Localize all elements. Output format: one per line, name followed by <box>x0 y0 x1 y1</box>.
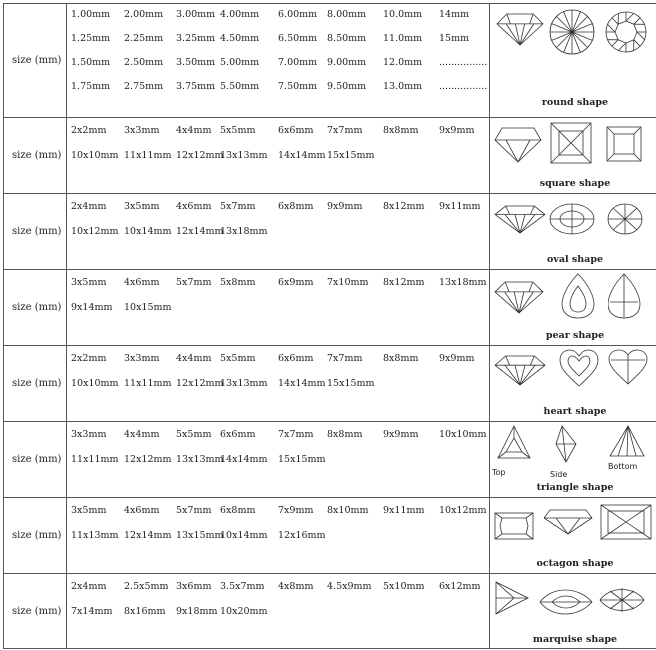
size-value: 1.00mm <box>71 9 111 20</box>
size-value: 11x13mm <box>71 530 119 541</box>
size-list <box>67 4 490 118</box>
size-value: 6.00mm <box>278 9 318 20</box>
size-label: size (mm) <box>4 498 67 574</box>
size-label: size (mm) <box>4 574 67 649</box>
size-value: 1.50mm <box>71 57 111 68</box>
size-value: 5x5mm <box>220 125 256 136</box>
shape-name: square shape <box>539 178 611 189</box>
size-label: size (mm) <box>4 194 67 270</box>
round-side-icon <box>496 12 546 50</box>
size-value: 4x6mm <box>124 505 160 516</box>
size-value: 8.50mm <box>327 33 367 44</box>
size-row <box>4 4 656 118</box>
shape-name: marquise shape <box>532 634 618 645</box>
size-value: 8x12mm <box>383 277 425 288</box>
size-value: 14mm <box>439 9 470 20</box>
size-value: 12x14mm <box>176 226 224 237</box>
size-label: size (mm) <box>4 346 67 422</box>
view-label: Side <box>550 470 568 479</box>
size-value: 4x6mm <box>124 277 160 288</box>
size-value: 12x12mm <box>176 378 224 389</box>
size-value: 15x15mm <box>327 378 375 389</box>
size-value: 10x12mm <box>439 505 487 516</box>
size-value: 9x18mm <box>176 606 218 617</box>
size-list <box>67 498 490 574</box>
size-value: 4x4mm <box>176 125 212 136</box>
size-list <box>67 346 490 422</box>
size-list <box>67 422 490 498</box>
size-value: 2.50mm <box>124 57 164 68</box>
size-value: 15x15mm <box>327 150 375 161</box>
size-value: 9x9mm <box>439 125 475 136</box>
size-value: 7x9mm <box>278 505 314 516</box>
size-value: 3.50mm <box>176 57 216 68</box>
size-value: 2.25mm <box>124 33 164 44</box>
heart-top-icon <box>558 348 600 388</box>
size-value: 8.00mm <box>327 9 367 20</box>
size-value: 1.75mm <box>71 81 111 92</box>
size-value: 9.00mm <box>327 57 367 68</box>
pear-side-icon <box>494 280 546 316</box>
marquise-side-icon <box>494 580 530 616</box>
size-value: 5x7mm <box>176 505 212 516</box>
size-value: 4x6mm <box>176 201 212 212</box>
size-value: 6x8mm <box>220 505 256 516</box>
size-value: 2.00mm <box>124 9 164 20</box>
size-label: size (mm) <box>4 422 67 498</box>
shape-illustration <box>490 422 656 498</box>
shape-illustration <box>490 270 656 346</box>
size-label: size (mm) <box>4 4 67 118</box>
size-value: 13x18mm <box>439 277 487 288</box>
size-value: 10.0mm <box>383 9 423 20</box>
size-value: 3.5x7mm <box>220 581 265 592</box>
triangle-bottom-icon <box>608 424 646 458</box>
size-row <box>4 194 656 270</box>
size-value: 3x3mm <box>71 429 107 440</box>
size-value: 4.5x9mm <box>327 581 372 592</box>
size-value: 6.50mm <box>278 33 318 44</box>
size-value: 10x15mm <box>124 302 172 313</box>
size-value: 3x5mm <box>71 277 107 288</box>
marquise-top-icon <box>538 584 594 620</box>
size-value: 9.50mm <box>327 81 367 92</box>
size-value: 12x16mm <box>278 530 326 541</box>
round-bottom-icon <box>604 10 648 54</box>
size-row <box>4 422 656 498</box>
size-value: 2.75mm <box>124 81 164 92</box>
size-value: 10x10mm <box>71 378 119 389</box>
size-value: 6x6mm <box>220 429 256 440</box>
size-value: 11x11mm <box>124 150 172 161</box>
shape-name: triangle shape <box>536 482 614 493</box>
size-value: 5x5mm <box>220 353 256 364</box>
shape-illustration <box>490 498 656 574</box>
size-value: 1.25mm <box>71 33 111 44</box>
size-value: 5x7mm <box>176 277 212 288</box>
octagon-side-icon <box>544 508 594 536</box>
size-value: 6x6mm <box>278 125 314 136</box>
size-table <box>3 3 656 649</box>
shape-name: heart shape <box>543 406 607 417</box>
size-value: 8x8mm <box>383 125 419 136</box>
size-value: 2x2mm <box>71 353 107 364</box>
size-value: 9x11mm <box>439 201 481 212</box>
size-value: 8x10mm <box>327 505 369 516</box>
size-value: 13.0mm <box>383 81 423 92</box>
size-list <box>67 118 490 194</box>
size-value: 4x4mm <box>124 429 160 440</box>
size-value: 3.00mm <box>176 9 216 20</box>
size-value: 10x10mm <box>71 150 119 161</box>
size-value: 2.5x5mm <box>124 581 169 592</box>
size-row <box>4 346 656 422</box>
size-row <box>4 498 656 574</box>
size-value: 14x14mm <box>220 454 268 465</box>
size-value: 4x8mm <box>278 581 314 592</box>
size-value: 15mm <box>439 33 470 44</box>
size-value: 13x15mm <box>176 530 224 541</box>
size-value: 9x9mm <box>439 353 475 364</box>
size-label: size (mm) <box>4 118 67 194</box>
size-value: ................ <box>439 81 488 92</box>
size-value: 2x4mm <box>71 201 107 212</box>
size-value: 12x14mm <box>124 530 172 541</box>
round-top-icon <box>548 8 596 56</box>
heart-bottom-icon <box>608 348 648 386</box>
size-value: 11.0mm <box>383 33 423 44</box>
size-value: 13x13mm <box>220 150 268 161</box>
shape-name: octagon shape <box>536 558 614 569</box>
size-value: 15x15mm <box>278 454 326 465</box>
size-value: 9x9mm <box>383 429 419 440</box>
size-value: 4.50mm <box>220 33 260 44</box>
size-row <box>4 270 656 346</box>
heart-side-icon <box>494 354 548 388</box>
size-value: 9x14mm <box>71 302 113 313</box>
shape-name: oval shape <box>546 254 604 265</box>
size-value: 3.25mm <box>176 33 216 44</box>
size-value: 9x11mm <box>383 505 425 516</box>
size-value: 4.00mm <box>220 9 260 20</box>
size-value: 7x7mm <box>278 429 314 440</box>
size-value: 3x3mm <box>124 125 160 136</box>
shape-illustration <box>490 194 656 270</box>
size-value: 6x8mm <box>278 201 314 212</box>
triangle-side-icon <box>552 424 578 464</box>
size-value: 11x11mm <box>124 378 172 389</box>
size-value: 10x14mm <box>220 530 268 541</box>
size-value: 10x10mm <box>439 429 487 440</box>
size-value: 6x12mm <box>439 581 481 592</box>
size-label: size (mm) <box>4 270 67 346</box>
size-value: ................ <box>439 57 488 68</box>
size-value: 10x12mm <box>71 226 119 237</box>
size-value: 10x20mm <box>220 606 268 617</box>
size-value: 7.00mm <box>278 57 318 68</box>
square-top-icon <box>606 126 642 162</box>
size-value: 8x8mm <box>383 353 419 364</box>
shape-illustration <box>490 4 656 118</box>
size-value: 12x12mm <box>124 454 172 465</box>
size-value: 3.75mm <box>176 81 216 92</box>
size-value: 13x18mm <box>220 226 268 237</box>
size-value: 12x12mm <box>176 150 224 161</box>
size-value: 8x8mm <box>327 429 363 440</box>
pear-bottom-icon <box>608 272 642 320</box>
size-value: 7x10mm <box>327 277 369 288</box>
size-value: 5x10mm <box>383 581 425 592</box>
square-bottom-icon <box>550 122 592 164</box>
size-value: 8x16mm <box>124 606 166 617</box>
size-list <box>67 574 490 649</box>
size-value: 11x11mm <box>71 454 119 465</box>
size-value: 13x13mm <box>220 378 268 389</box>
size-list <box>67 194 490 270</box>
shape-illustration <box>490 346 656 422</box>
shape-illustration <box>490 574 656 649</box>
size-list <box>67 270 490 346</box>
octagon-top-icon <box>494 512 534 540</box>
oval-bottom-icon <box>606 202 644 236</box>
size-row <box>4 574 656 649</box>
size-value: 3x6mm <box>176 581 212 592</box>
size-value: 5.00mm <box>220 57 260 68</box>
oval-side-icon <box>494 204 548 236</box>
size-value: 7x14mm <box>71 606 113 617</box>
size-value: 5x7mm <box>220 201 256 212</box>
size-row <box>4 118 656 194</box>
oval-top-icon <box>548 202 596 236</box>
size-value: 5.50mm <box>220 81 260 92</box>
square-side-icon <box>494 126 544 164</box>
marquise-bottom-icon <box>598 584 646 616</box>
size-value: 5x5mm <box>176 429 212 440</box>
size-value: 2x4mm <box>71 581 107 592</box>
size-value: 13x13mm <box>176 454 224 465</box>
size-value: 7x7mm <box>327 125 363 136</box>
size-value: 7x7mm <box>327 353 363 364</box>
size-value: 6x6mm <box>278 353 314 364</box>
shape-illustration <box>490 118 656 194</box>
size-value: 5x8mm <box>220 277 256 288</box>
size-value: 12.0mm <box>383 57 423 68</box>
shape-name: round shape <box>541 97 609 108</box>
shape-name: pear shape <box>545 330 605 341</box>
size-value: 10x14mm <box>124 226 172 237</box>
size-value: 4x4mm <box>176 353 212 364</box>
size-value: 3x3mm <box>124 353 160 364</box>
size-value: 3x5mm <box>71 505 107 516</box>
size-value: 2x2mm <box>71 125 107 136</box>
size-value: 8x12mm <box>383 201 425 212</box>
pear-top-icon <box>560 272 596 320</box>
size-value: 9x9mm <box>327 201 363 212</box>
size-value: 14x14mm <box>278 150 326 161</box>
size-value: 14x14mm <box>278 378 326 389</box>
size-value: 6x9mm <box>278 277 314 288</box>
view-label: Top <box>492 468 506 477</box>
size-value: 3x5mm <box>124 201 160 212</box>
triangle-top-icon <box>496 424 532 460</box>
size-value: 7.50mm <box>278 81 318 92</box>
octagon-bottom-icon <box>600 504 654 542</box>
view-label: Bottom <box>608 462 638 471</box>
